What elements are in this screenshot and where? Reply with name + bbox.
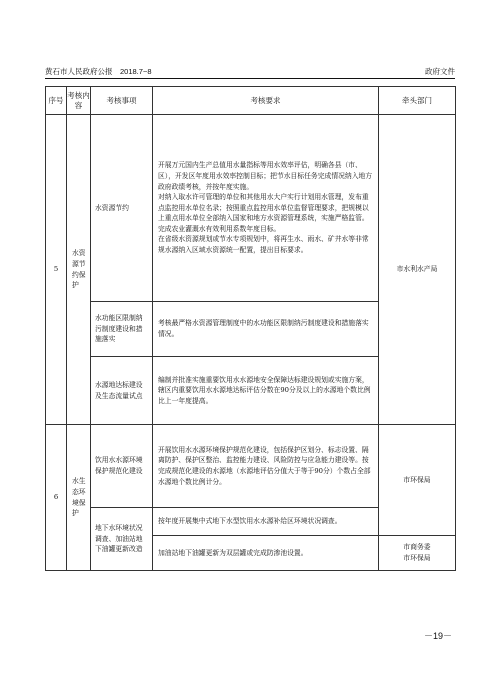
row-item: 水源地达标建设及生态流量试点 — [91, 357, 153, 425]
table-row — [46, 115, 456, 302]
page-header — [45, 66, 455, 78]
page-number: －19－ — [424, 631, 453, 641]
header-publication: 黄石市人民政府公报 2018.7~8 — [45, 67, 152, 76]
row-item: 地下水环境状况调查、加油站地下油罐更新改造 — [91, 508, 153, 571]
col-header-content: 考核内容 — [67, 87, 91, 115]
row-item: 饮用水水源环境保护规范化建设 — [91, 425, 153, 508]
assessment-table — [45, 86, 456, 571]
col-header-requirement: 考核要求 — [153, 87, 379, 115]
header-section: 政府文件 — [425, 67, 455, 76]
row-number: 5 — [46, 115, 67, 425]
table-header-row — [46, 87, 456, 115]
row-department: 市水利水产局 — [379, 115, 456, 425]
row-requirement: 考核最严格水资源管理制度中的水功能区限制纳污制度建设和措施落实情况。 — [153, 302, 379, 357]
row-number: 6 — [46, 425, 67, 571]
row-department: 市环保局 — [379, 425, 456, 536]
header-rule — [45, 78, 455, 79]
row-item: 水功能区限制纳污制度建设和措施落实 — [91, 302, 153, 357]
requirement-paragraph: 完成农业灌溉水有效利用系数年度目标。 — [158, 224, 281, 233]
col-header-item: 考核事项 — [91, 87, 153, 115]
row-item: 水资源节约 — [91, 115, 153, 302]
row-requirement: 加油站地下油罐更新为双层罐或完成防渗池设置。 — [153, 536, 379, 571]
row-requirement — [153, 115, 379, 302]
row-category: 水资源节约保护 — [67, 115, 91, 425]
requirement-paragraph: 对纳入取水许可管理的单位和其他用水大户实行计划用水管理，发布重点监控用水单位名录；按照重点监控用水单位监督管理要求，把规模以上重点用水单位全部纳入国家和地方水资源管理系统，实施严格监管。 — [158, 193, 369, 223]
row-department: 市商务委 市环保局 — [379, 536, 456, 571]
requirement-paragraph: 开展万元国内生产总值用水量指标等用水效率评估，明确各县（市、区），开发区年度用水效率控制目标；把节水目标任务完成情况纳入地方政府政绩考核，并按年度实施。 — [158, 161, 373, 191]
requirement-paragraph: 在省级水资源规划或节水专项规划中，将再生水、雨水、矿井水等非常规水源纳入区域水资源统一配置，提出目标要求。 — [158, 235, 369, 255]
col-header-department: 牵头部门 — [379, 87, 456, 115]
table-row — [46, 425, 456, 508]
row-requirement: 开展饮用水水源环境保护规范化建设，包括保护区划分、标志设置、隔离防护、保护区整治、监控能力建设、风险防控与应急能力建设等。按完成规范化建设的水源地（水源地评估分值大于等于90分）个数占全部水源地个数比例计分。 — [153, 425, 379, 508]
row-category: 水生态环境保护 — [67, 425, 91, 571]
col-header-number: 序号 — [46, 87, 67, 115]
row-requirement: 按年度开展集中式地下水型饮用水水源补给区环境状况调查。 — [153, 508, 379, 536]
row-requirement: 编制并批准实施重要饮用水水源地安全保障达标建设规划或实施方案，辖区内重要饮用水水源地达标评估分数在90分及以上的水源地个数比例比上一年度提高。 — [153, 357, 379, 425]
